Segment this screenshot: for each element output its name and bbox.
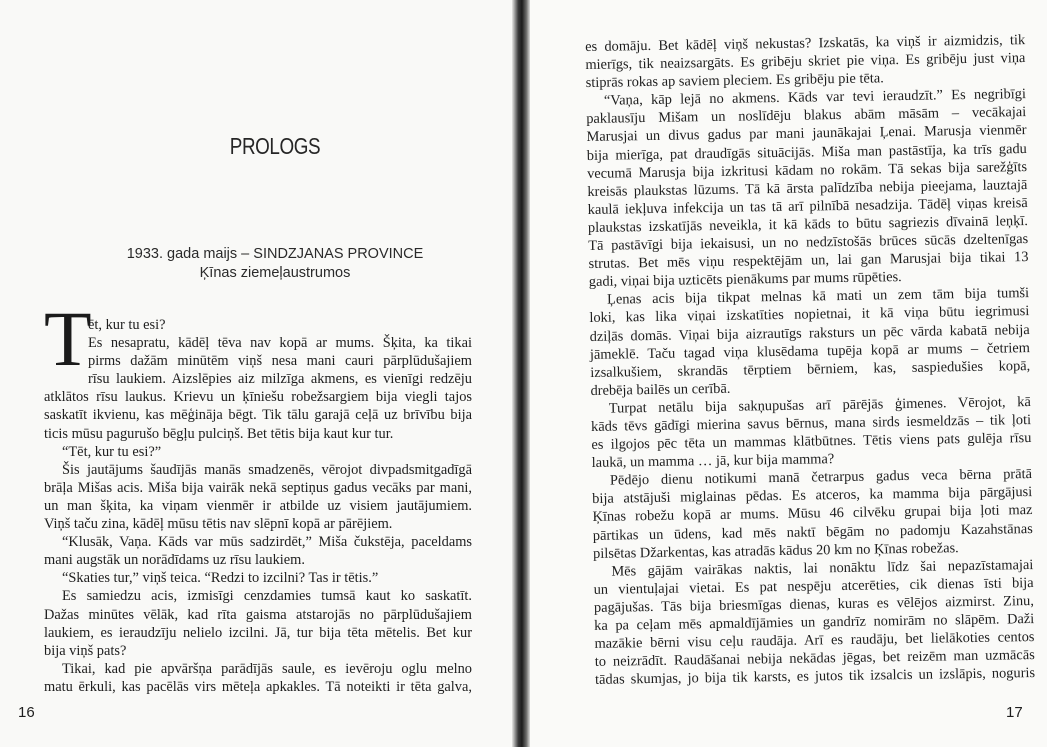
text-line: kaulā iekļuva infekcija un tas tā arī pilnībā nesadzija. Tādēļ viņas kreisā xyxy=(587,194,1028,218)
text-line: “Vaņa, kāp lejā no akmens. Kāds var tevi ieraudzīt.” Es negribīgi xyxy=(603,86,1027,109)
text-line: un man šķita, ka viņam vienmēr ir atbilde uz visiem jautājumiem. xyxy=(44,497,472,514)
text-line: Šis jautājums šaudījās manās smadzenēs, vērojot divpadsmitgadīgā xyxy=(62,461,472,478)
left-body-text xyxy=(44,316,472,696)
text-line: un vientuļajai vietai. Es pat nespēju atcerēties, cik dienas īsti bija xyxy=(593,574,1034,598)
chapter-title: PROLOGS xyxy=(229,133,321,159)
left-page xyxy=(0,0,512,747)
text-line: “Klusāk, Vaņa. Kāds var mūs sadzirdēt,” Miša čukstēja, paceldams xyxy=(62,534,472,551)
right-body-text xyxy=(585,31,1035,689)
text-line: bija atstājuši miglainas pēdas. Es atceros, ka mamma bija pārgājusi xyxy=(592,484,1033,508)
text-line: Es nesapratu, kādēļ tēva nav kopā ar mums. Šķita, ka tikai xyxy=(88,335,472,352)
text-line: ēt, kur tu esi? xyxy=(88,317,166,333)
text-line: Pēdējo dienu notikumi manā četrarpus gadus veca bērna prātā xyxy=(609,466,1033,489)
text-line: ticis mūsu pagurušo bēgļu pulciņš. Bet tētis bija kaut kur tur. xyxy=(44,425,394,442)
text-line: matu ērkuli, kas pacēlās virs mēteļa apkakles. Tā noteikti ir tēta galva, xyxy=(44,678,472,695)
text-line: drebēja bailēs un cerībā. xyxy=(590,380,731,399)
text-line: kāds tēvs gādīgi mierina savus bērnus, mana sirds iesmeldzās – tik ļoti xyxy=(590,412,1032,435)
text-line: Marusjai un divus gadus par mani jaunākajai Ļenai. Marusja vienmēr xyxy=(586,122,1027,146)
text-line: bija viņš pats? xyxy=(44,642,127,659)
text-line: Viņš taču zina, kādēļ mūsu tētis nav slēpnī kopā ar pārējiem. xyxy=(44,516,393,533)
text-line: pagājušas. Tās bija briesmīgas dienas, kuras es vēlējos aizmirst. Zinu, xyxy=(593,592,1035,616)
text-line: ka pa ceļam mēs apmaldījāmies un gandrīz nomirām no slāpēm. Daži xyxy=(594,611,1035,634)
text-line: “Skaties tur,” viņš teica. “Redzi to izcilni? Tas ir tētis.” xyxy=(62,570,379,587)
text-line: bija mierīga, pat draudīgās situācijās. Miša man pastāstīja, ka trīs gadu xyxy=(586,140,1027,164)
text-line: pārtikas un ūdens, kad mēs naktī bēgām no padomju Kazahstānas xyxy=(592,520,1033,544)
text-line: tādas skumjas, jo bija tik karsts, es jutos tik izsalcis un izslāpis, noguris xyxy=(594,665,1036,689)
text-line: plaukstas izskatījās neveikla, it kā kāds to būtu sagriezis dīvainā leņķī. xyxy=(587,213,1029,236)
text-line: Turpat netālu bija sakņupušas arī pārējās ģimenes. Vērojot, kā xyxy=(608,393,1031,417)
text-line: brāļa Mišas acis. Miša bija vairāk nekā septiņus gadus vecāks par mani, xyxy=(44,479,472,496)
text-line: es domāju. Bet kādēļ viņš nekustas? Izskatās, ka viņš ir aizmidzis, tik xyxy=(585,32,1026,55)
text-line: laukiem, es ieraudzīju nelielo izcilni. Jā, tur bija tēta mētelis. Bet kur xyxy=(44,624,472,641)
page-number-left: 16 xyxy=(18,704,35,721)
right-page xyxy=(530,0,1047,747)
chapter-date-location: 1933. gada maijs – SINDZJANAS PROVINCE xyxy=(126,246,424,262)
book-gutter xyxy=(512,0,530,747)
text-line: Mēs gājām vairākas naktis, lai nonāktu līdz šai nepazīstamajai xyxy=(611,556,1034,580)
text-line: dziļās domās. Viņai bija aizrautīgs raksturs un pēc vārda kabatā nebija xyxy=(589,321,1030,345)
chapter-region: Ķīnas ziemeļaustrumos xyxy=(199,265,351,281)
text-line: rīsu laukiem. Aizslēpies aiz milzīga akmens, es vienīgi redzēju xyxy=(88,371,472,388)
text-line: kreisās plaukstas lūzums. Tā kā ārsta palīdzība nebija pieejama, lauztajā xyxy=(587,176,1028,200)
text-line: paklausīju Mišam un noslīdēju blakus abām māsām – vecākajai xyxy=(586,104,1027,128)
text-line: pilsētas Džarkentas, kas atradās kādus 20 km no Ķīnas robežas. xyxy=(592,539,959,562)
text-line: saskatīt ikvienu, kas mēģināja bēgt. Tik tālu garajā ceļā uz brīvību bija xyxy=(44,407,472,424)
drop-cap: T xyxy=(44,295,92,382)
text-line: strutas. Bet mēs viņu respektējām un, lai gan Marusjai bija tikai 13 xyxy=(588,249,1029,273)
text-line: loki, kas lika viņai izskatīties nopietnai, it kā viņa būtu iegrimusi xyxy=(589,303,1030,327)
text-line: stiprās rokas ap saviem pleciem. Es gribēju pie tēta. xyxy=(585,70,884,92)
text-line: Dažas minūtes vēlāk, kad rīta gaisma atstarojās no pārplūdušajiem xyxy=(44,606,472,623)
text-line: mani augstāk un norādīdams uz rīsu laukiem. xyxy=(44,552,305,569)
page-number-right: 17 xyxy=(1006,704,1023,721)
text-line: atklātos rīsu laukus. Krievu un ķīniešu robežsargiem bija viegli tajos xyxy=(44,389,472,406)
text-line: Tā pastāvīgi bija iekaisusi, un no nedzīstošās brūces sūcās dzeltenīgas xyxy=(588,231,1029,255)
text-line: mazākie bērni visu ceļu raudāja. Arī es raudāju, bet lielākoties centos xyxy=(594,629,1035,653)
text-line: “Tēt, kur tu esi?” xyxy=(62,443,162,460)
text-line: to neizrādīt. Raudāšanai nebija nekādas jēgas, bet reizēm man uzmācās xyxy=(594,647,1035,671)
text-line: laukā, un mamma … jā, kur bija mamma? xyxy=(591,451,835,472)
text-line: gadi, viņai bija uzticēts pienākums par mums rūpēties. xyxy=(588,269,902,291)
text-line: jāmeklē. Taču tagad viņa klusēdama tupēja kopā ar mums – četriem xyxy=(589,339,1031,363)
text-line: Ķīnas robežu kopā ar mums. Mūsu 46 cilvēku grupai bija ļoti maz xyxy=(592,502,1033,526)
text-line: Es samiedzu acis, izmisīgi cenzdamies tumsā kaut ko saskatīt. xyxy=(62,588,472,605)
text-line: Tikai, kad pie apvāršņa parādījās saule, es ievēroju oglu melno xyxy=(62,660,472,677)
text-line: pirms dažām minūtēm viņš nesa mani cauri pārplūdušajiem xyxy=(88,353,472,370)
text-line: vecumā Marusja bija izkritusi kādam no rokām. Tā sekas bija sarežģīts xyxy=(587,158,1028,182)
text-line: es ilgojos pēc tēta un mammas klātbūtnes. Tētis viens pats gulēja rīsu xyxy=(591,430,1032,454)
text-line: izsalkušiem, skrandās tērptiem bērniem, kas, saspiedušies kopā, xyxy=(590,357,1031,381)
text-line: mierīgs, tik neaizsargāts. Es gribēju skriet pie viņa. Es gribēju just viņa xyxy=(585,50,1026,74)
text-line: Ļenas acis bija tikpat melnas kā mati un zem tām bija tumši xyxy=(606,285,1030,308)
